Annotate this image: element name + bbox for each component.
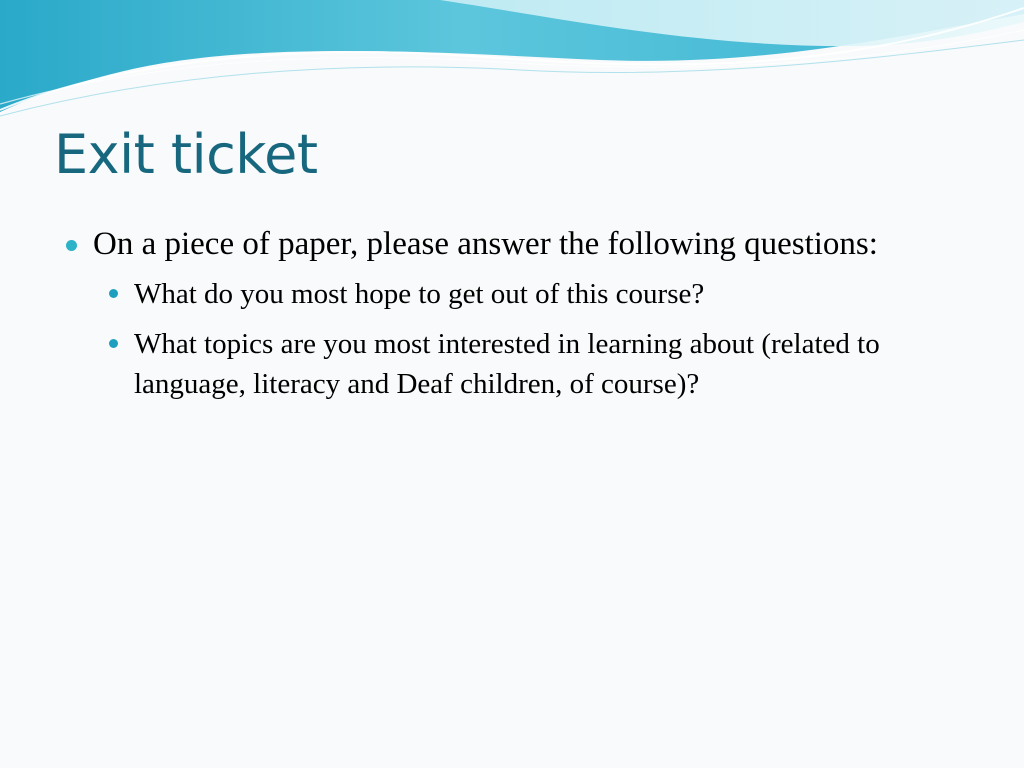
sub-bullet-text: What topics are you most interested in learning about (related to language, literacy and Deaf children, of course)? bbox=[134, 328, 880, 400]
slide-body bbox=[60, 222, 960, 414]
sub-bullet-list bbox=[60, 274, 960, 404]
bullet-dot-icon bbox=[66, 240, 77, 251]
bullet-item bbox=[60, 222, 960, 266]
sub-bullet-text: What do you most hope to get out of this course? bbox=[134, 278, 705, 310]
sub-bullet-item bbox=[60, 324, 960, 404]
bullet-dot-icon bbox=[109, 339, 118, 348]
slide-title: Exit ticket bbox=[54, 123, 318, 186]
bullet-text: On a piece of paper, please answer the following questions: bbox=[93, 226, 878, 262]
bullet-dot-icon bbox=[109, 289, 118, 298]
sub-bullet-item bbox=[60, 274, 960, 314]
header-wave-decoration bbox=[0, 0, 1024, 130]
